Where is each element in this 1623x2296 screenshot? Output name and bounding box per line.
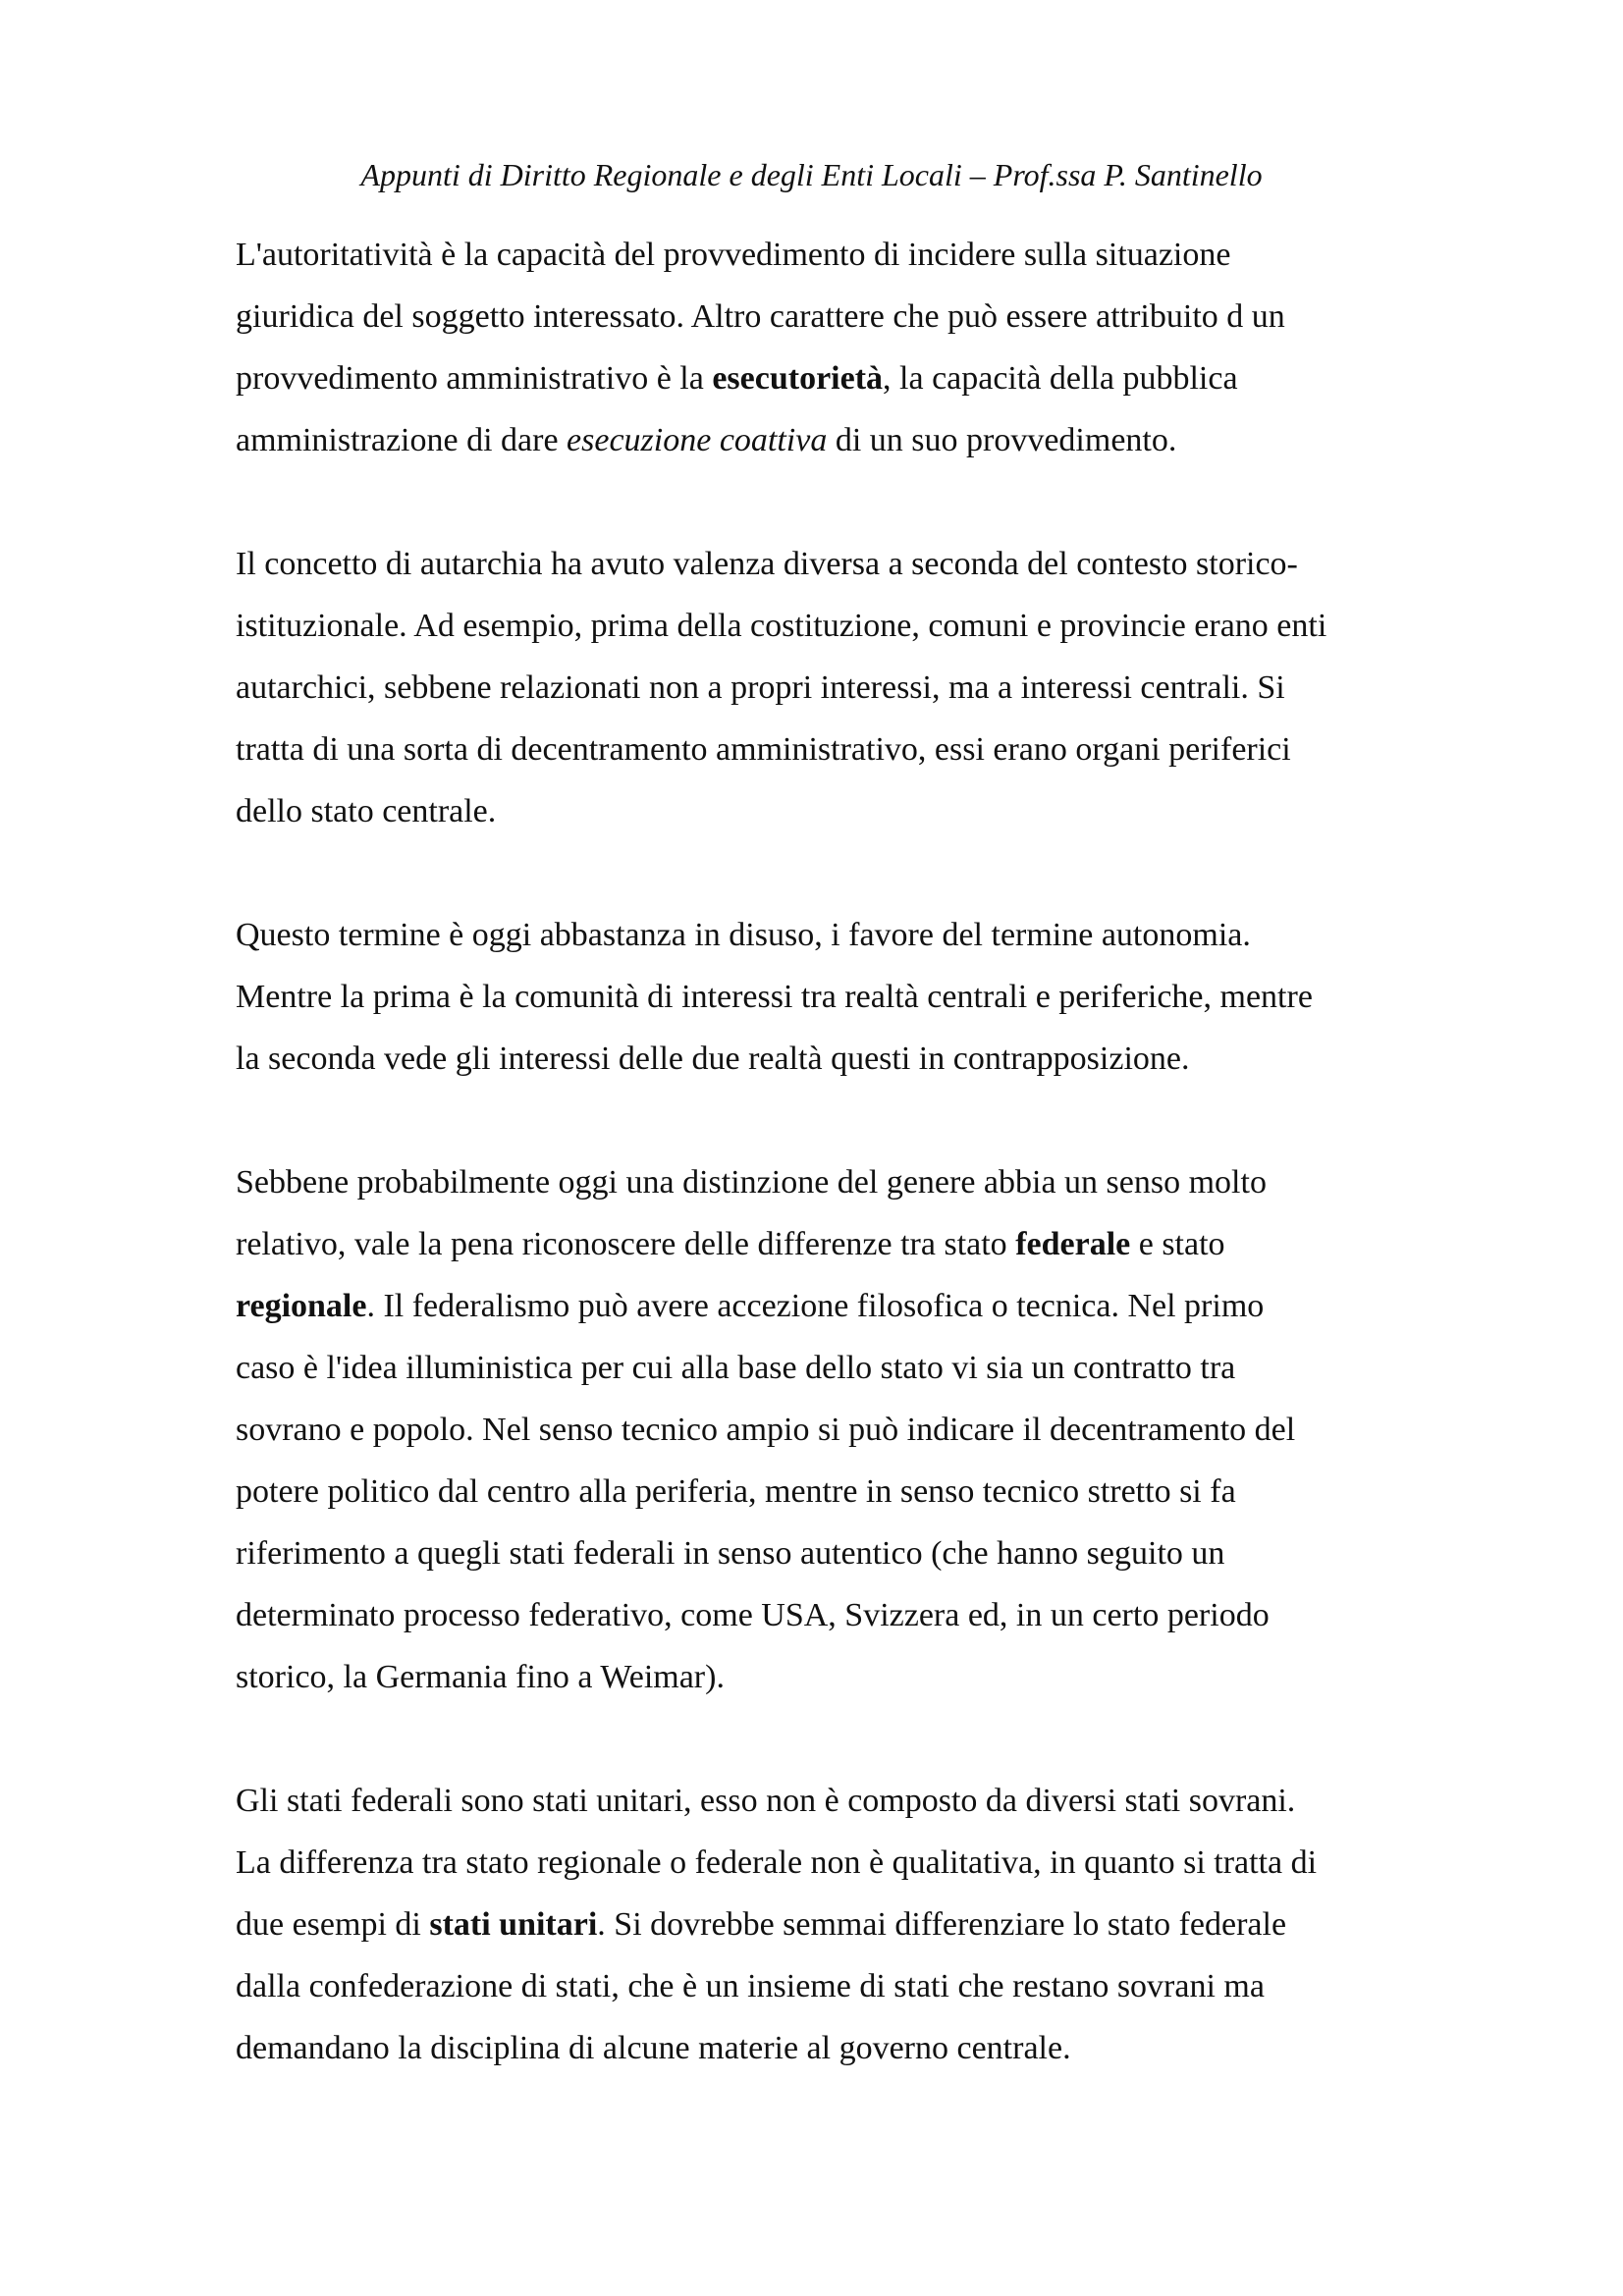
text-line: caso è l'idea illuministica per cui alla base dello stato vi sia un contratto tra	[236, 1350, 1236, 1386]
text-line: tratta di una sorta di decentramento amministrativo, essi erano organi periferici	[236, 731, 1291, 768]
text-line: Sebbene probabilmente oggi una distinzione del genere abbia un senso molto	[236, 1164, 1267, 1201]
text-line: relativo, vale la pena riconoscere delle differenze tra stato federale e stato	[236, 1226, 1225, 1262]
text-line: giuridica del soggetto interessato. Altro carattere che può essere attribuito d un	[236, 298, 1285, 335]
bold-term-stati-unitari: stati unitari	[429, 1906, 598, 1943]
text-line: Questo termine è oggi abbastanza in disuso, i favore del termine autonomia.	[236, 917, 1251, 953]
text-line: La differenza tra stato regionale o federale non è qualitativa, in quanto si tratta di	[236, 1844, 1318, 1881]
text-line: dello stato centrale.	[236, 793, 497, 829]
paragraph-autoritativita	[236, 224, 1414, 471]
paragraph-autarchia	[236, 533, 1414, 842]
text-line: Gli stati federali sono stati unitari, esso non è composto da diversi stati sovrani.	[236, 1783, 1296, 1819]
paragraph-stati-unitari	[236, 1770, 1414, 2079]
header-title: Appunti di Diritto Regionale e degli Enti Locali – Prof.ssa P. Santinello	[360, 157, 1263, 192]
text-line: sovrano e popolo. Nel senso tecnico ampio si può indicare il decentramento del	[236, 1412, 1296, 1448]
text-line: regionale. Il federalismo può avere accezione filosofica o tecnica. Nel primo	[236, 1288, 1265, 1324]
paragraph-autonomia	[236, 904, 1414, 1090]
text-line: demandano la disciplina di alcune materie al governo centrale.	[236, 2030, 1071, 2066]
text-line: L'autoritatività è la capacità del provvedimento di incidere sulla situazione	[236, 237, 1231, 273]
paragraph-federale-regionale	[236, 1151, 1414, 1708]
page-header	[0, 155, 1623, 194]
text-line: Mentre la prima è la comunità di interessi tra realtà centrali e periferiche, mentre	[236, 979, 1313, 1015]
text-line: provvedimento amministrativo è la esecutorietà, la capacità della pubblica	[236, 360, 1238, 397]
bold-term-regionale: regionale	[236, 1288, 367, 1324]
text-line: dalla confederazione di stati, che è un insieme di stati che restano sovrani ma	[236, 1968, 1265, 2004]
bold-term-esecutorieta: esecutorietà	[712, 360, 884, 397]
text-line: potere politico dal centro alla periferia, mentre in senso tecnico stretto si fa	[236, 1473, 1236, 1510]
italic-term-esecuzione-coattiva: esecuzione coattiva	[567, 422, 828, 458]
bold-term-federale: federale	[1015, 1226, 1131, 1262]
text-line: la seconda vede gli interessi delle due realtà questi in contrapposizione.	[236, 1041, 1190, 1077]
document-body	[236, 224, 1414, 2141]
text-line: determinato processo federativo, come USA, Svizzera ed, in un certo periodo	[236, 1597, 1270, 1633]
text-line: istituzionale. Ad esempio, prima della costituzione, comuni e provincie erano enti	[236, 608, 1327, 644]
text-line: amministrazione di dare esecuzione coattiva di un suo provvedimento.	[236, 422, 1177, 458]
text-line: storico, la Germania fino a Weimar).	[236, 1659, 725, 1695]
text-line: due esempi di stati unitari. Si dovrebbe semmai differenziare lo stato federale	[236, 1906, 1287, 1943]
text-line: riferimento a quegli stati federali in senso autentico (che hanno seguito un	[236, 1535, 1225, 1572]
text-line: Il concetto di autarchia ha avuto valenza diversa a seconda del contesto storico-	[236, 546, 1298, 582]
text-line: autarchici, sebbene relazionati non a propri interessi, ma a interessi centrali. Si	[236, 669, 1285, 706]
